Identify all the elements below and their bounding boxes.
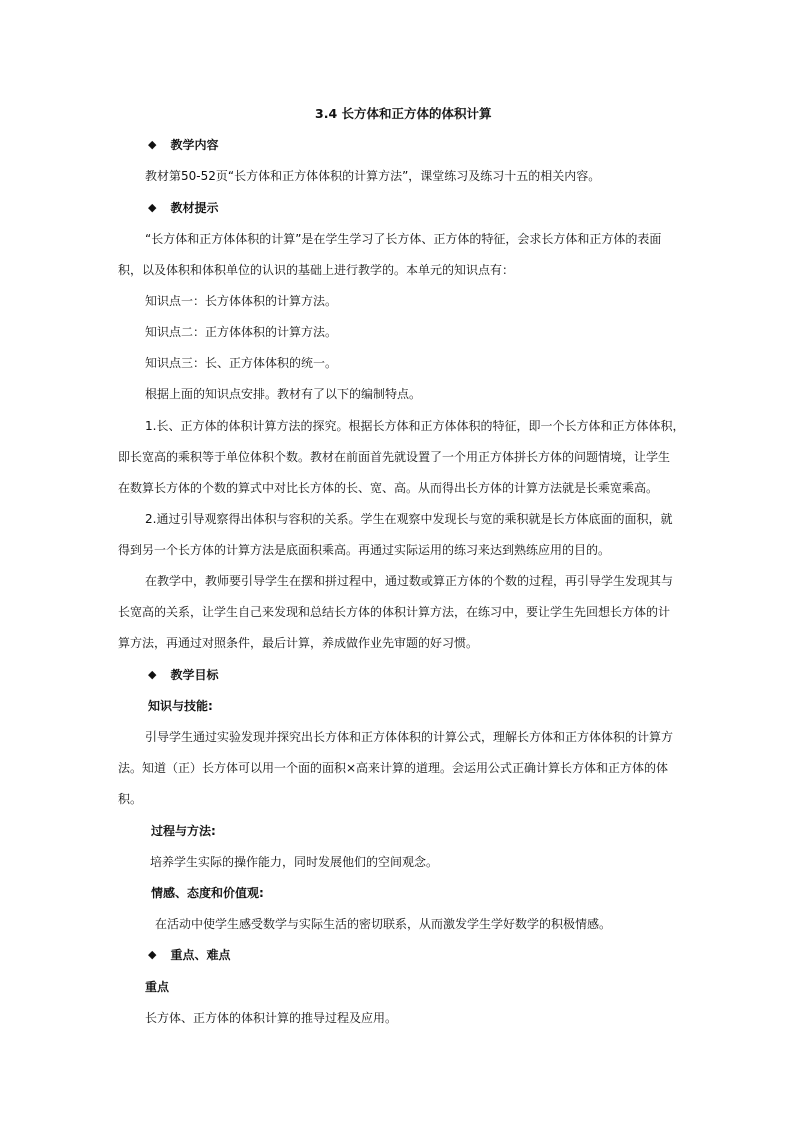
paragraph-text: 培养学生实际的操作能力，同时发展他们的空间观念。 xyxy=(150,855,439,869)
paragraph-text: 1.长、正方体的体积计算方法的探究。根据长方体和正方体体积的特征，即一个长方体和正方体体积， xyxy=(145,419,685,433)
paragraph-text: 长宽高的关系，让学生自己来发现和总结长方体的体积计算方法，在练习中，要让学生先回想长方体的计 xyxy=(118,605,671,619)
diamond-bullet-icon: ◆ xyxy=(148,948,157,961)
subsection-heading-process: 过程与方法: xyxy=(151,824,216,838)
paragraph-text: 即长宽高的乘积等于单位体积个数。教材在前面首先就设置了一个用正方体拼长方体的问题情境，让学生 xyxy=(118,450,671,464)
diamond-bullet-icon: ◆ xyxy=(148,201,157,214)
paragraph-text: 算方法，再通过对照条件，最后计算，养成做作业先审题的好习惯。 xyxy=(118,636,479,650)
knowledge-point-item: 知识点一：长方体体积的计算方法。 xyxy=(145,294,338,308)
paragraph-text: 长方体、正方体的体积计算的推导过程及应用。 xyxy=(145,1011,398,1025)
paragraph-text: 积。 xyxy=(118,792,143,806)
paragraph-text: 在数算长方体的个数的算式中对比长方体的长、宽、高。从而得出长方体的计算方法就是长乘宽乘高。 xyxy=(118,481,659,495)
paragraph-text: 教材第50-52页“长方体和正方体体积的计算方法”，课堂练习及练习十五的相关内容。 xyxy=(145,169,601,183)
diamond-bullet-icon: ◆ xyxy=(148,138,157,151)
section-heading-content xyxy=(148,137,794,154)
section-heading-label: 教材提示 xyxy=(170,201,219,215)
section-heading-label: 教学内容 xyxy=(170,138,219,152)
paragraph-text: 得到另一个长方体的计算方法是底面积乘高。再通过实际运用的练习来达到熟练应用的目的。 xyxy=(118,543,611,557)
paragraph-text: “长方体和正方体体积的计算”是在学生学习了长方体、正方体的特征，会求长方体和正方体的表面 xyxy=(145,232,662,246)
paragraph-text: 2.通过引导观察得出体积与容积的关系。学生在观察中发现长与宽的乘积就是长方体底面的面积，就 xyxy=(145,512,673,526)
subsection-heading-emotion: 情感、态度和价值观: xyxy=(151,886,264,900)
paragraph-text: 根据上面的知识点安排。教材有了以下的编制特点。 xyxy=(145,387,422,401)
paragraph-text: 引导学生通过实验发现并探究出长方体和正方体体积的计算公式，理解长方体和正方体体积的计算方 xyxy=(145,730,674,744)
diamond-bullet-icon: ◆ xyxy=(148,668,157,681)
knowledge-point-item: 知识点三：长、正方体体积的统一。 xyxy=(145,356,338,370)
paragraph-text: 在活动中使学生感受数学与实际生活的密切联系，从而激发学生学好数学的积极情感。 xyxy=(155,917,612,931)
subsection-heading-key: 重点 xyxy=(145,980,170,994)
paragraph-text: 法。知道（正）长方体可以用一个面的面积×高来计算的道理。会运用公式正确计算长方体和正方体的体 xyxy=(118,761,669,775)
section-heading-label: 教学目标 xyxy=(170,668,219,682)
section-heading-keypoints xyxy=(148,947,794,964)
knowledge-point-item: 知识点二：正方体体积的计算方法。 xyxy=(145,325,338,339)
section-heading-goals xyxy=(148,667,794,684)
section-heading-hints xyxy=(148,200,794,217)
paragraph-text: 在教学中，教师要引导学生在摆和拼过程中，通过数或算正方体的个数的过程，再引导学生发现其与 xyxy=(145,574,674,588)
paragraph-text: 积，以及体积和体积单位的认识的基础上进行教学的。本单元的知识点有： xyxy=(118,263,515,277)
subsection-heading-knowledge: 知识与技能: xyxy=(148,699,213,713)
document-title: 3.4 长方体和正方体的体积计算 xyxy=(315,106,492,121)
section-heading-label: 重点、难点 xyxy=(170,948,231,962)
